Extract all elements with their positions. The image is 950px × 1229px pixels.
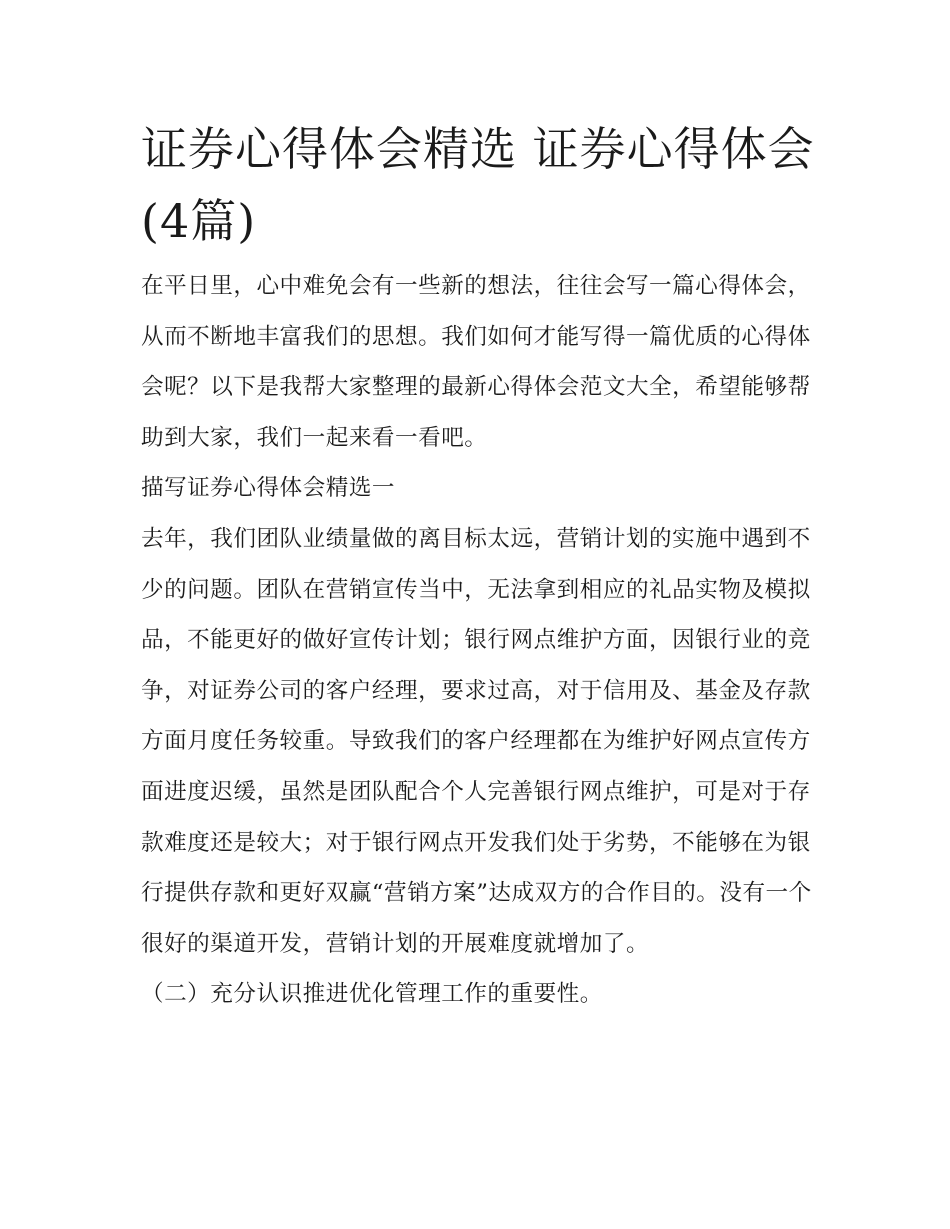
body-paragraph: 去年，我们团队业绩量做的离目标太远，营销计划的实施中遇到不少的问题。团队在营销宣传当中，无法拿到相应的礼品实物及模拟品，不能更好的做好宣传计划；银行网点维护方面，因银行业的竞争，对证券公司的客户经理，要求过高，对于信用及、基金及存款方面月度任务较重。导致我们的客户经理都在为维护好网点宣传方面进度迟缓，虽然是团队配合个人完善银行网点维护，可是对于存款难度还是较大；对于银行网点开发我们处于劣势，不能够在为银行提供存款和更好双赢“营销方案”达成双方的合作目的。没有一个很好的渠道开发，营销计划的开展难度就增加了。	[141, 525, 812, 957]
document-title: 证券心得体会精选 证券心得体会(4篇)	[141, 122, 815, 248]
subheading: （二）充分认识推进优化管理工作的重要性。	[141, 981, 603, 1008]
document-page	[141, 113, 821, 1020]
intro-paragraph: 在平日里，心中难免会有一些新的想法，往往会写一篇心得体会，从而不断地丰富我们的思想。我们如何才能写得一篇优质的心得体会呢？以下是我帮大家整理的最新心得体会范文大全，希望能够帮助到大家，我们一起来看一看吧。	[141, 273, 811, 451]
section-heading: 描写证券心得体会精选一	[141, 475, 396, 502]
